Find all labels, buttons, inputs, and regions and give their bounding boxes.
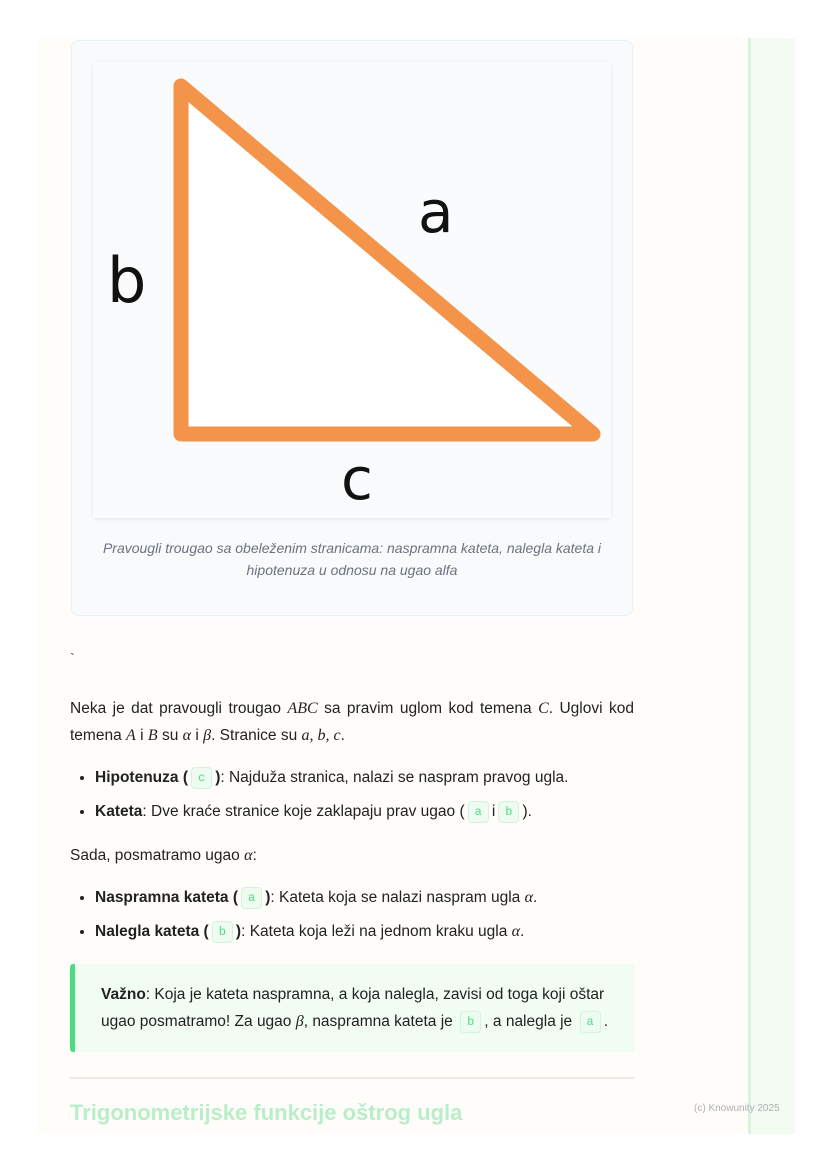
text: Neka je dat pravougli trougao (70, 700, 288, 717)
code-chip: a (468, 801, 489, 823)
paren: ) (235, 923, 242, 940)
term: Kateta (95, 803, 143, 820)
important-callout (70, 964, 634, 1052)
intro-paragraph (70, 695, 634, 749)
math: C (538, 700, 549, 717)
text: . (520, 923, 525, 940)
paren: ( (228, 889, 239, 906)
figure-card (71, 40, 633, 616)
text: : Kateta koja se nalazi naspram ugla (270, 889, 525, 906)
alpha-intro (70, 842, 634, 869)
math: β (203, 727, 212, 744)
term: Hipotenuza (95, 769, 179, 786)
code-chip: b (212, 921, 233, 943)
definitions-list (70, 766, 659, 834)
text: : Dve kraće stranice koje zaklapaju prav ugao ( (142, 803, 465, 820)
figure-caption: Pravougli trougao sa obeleženim stranicama: naspramna kateta, nalegla kateta i hipotenuza u odnosu na ugao alfa (102, 540, 602, 578)
math: B (147, 727, 158, 744)
text: i (191, 727, 204, 744)
label-a: a (418, 178, 454, 246)
text: i (491, 803, 496, 820)
list-item-kateta (95, 800, 659, 824)
code-chip: c (191, 767, 212, 789)
label-c: c (341, 445, 373, 513)
text: : Kateta koja leži na jednom kraku ugla (241, 923, 512, 940)
code-chip: a (241, 887, 262, 909)
term: Nalegla kateta (95, 923, 200, 940)
list-item-nalegla (95, 920, 659, 944)
code-chip: a (580, 1011, 601, 1033)
text: sa pravim uglom kod temena (317, 700, 539, 717)
code-chip: b (460, 1011, 481, 1033)
section-divider (70, 1077, 634, 1079)
text: : (252, 847, 257, 864)
text: : Najduža stranica, nalazi se naspram pravog ugla. (220, 769, 569, 786)
callout-term: Važno (101, 986, 146, 1003)
text: . (603, 1013, 609, 1030)
text: i (135, 727, 148, 744)
triangle-figure (93, 62, 611, 518)
list-item-hipotenuza (95, 766, 659, 790)
next-section-title: Trigonometrijske funkcije oštrog ugla (70, 1100, 463, 1125)
text: : Koja je kateta naspramna, a koja nalegla, zavisi od toga koji oštar ugao posmatramo! Za ugao (101, 986, 605, 1030)
math: α (182, 727, 192, 744)
math: a, b, c (301, 727, 341, 744)
paren: ) (265, 889, 271, 906)
copyright-footer: (c) Knowunity 2025 (694, 1103, 780, 1114)
math: ABC (287, 700, 318, 717)
text: . (532, 889, 538, 906)
math: α (524, 889, 533, 906)
term: Naspramna kateta (95, 889, 229, 906)
text: . Stranice su (211, 727, 302, 744)
text: , naspramna kateta je (303, 1013, 458, 1030)
paren: ( (199, 923, 209, 940)
text: su (157, 727, 183, 744)
text: . (340, 727, 345, 744)
text: ). (522, 803, 532, 820)
math: α (511, 923, 521, 940)
right-scroll-rail (748, 38, 795, 1134)
stray-backtick: ` (70, 650, 75, 666)
math: A (126, 727, 136, 744)
math: β (295, 1013, 304, 1030)
paren: ( (178, 769, 188, 786)
text: . Uglovi kod temena (70, 700, 634, 744)
code-chip: b (498, 801, 519, 823)
alpha-list (70, 886, 659, 954)
list-item-naspramna (95, 886, 659, 910)
paren: ) (215, 769, 221, 786)
text: , a nalegla je (484, 1013, 577, 1030)
text: Sada, posmatramo ugao (70, 847, 245, 864)
right-triangle-diagram (93, 62, 611, 518)
label-b: b (107, 244, 147, 317)
math: α (244, 847, 253, 864)
